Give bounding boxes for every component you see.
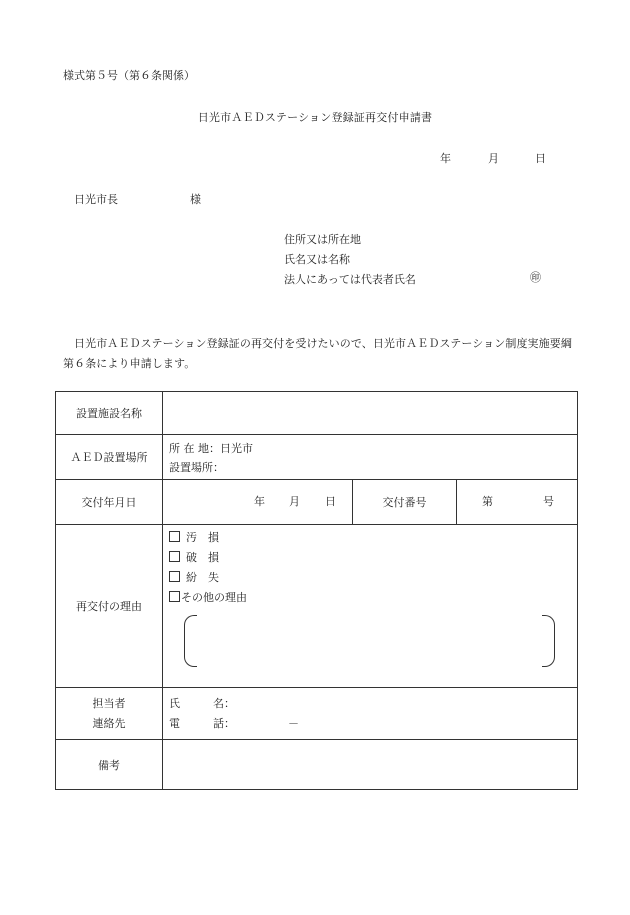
- address-line: 所 在 地：日光市: [169, 442, 253, 455]
- contact-phone-line: 電 話：: [169, 717, 235, 730]
- issue-date-field[interactable]: [163, 480, 353, 525]
- contact-field[interactable]: [163, 688, 578, 740]
- addressee: 日光市長: [74, 193, 118, 206]
- checkbox-icon[interactable]: [169, 531, 180, 542]
- applicant-representative-label: 法人にあっては代表者氏名: [284, 273, 416, 286]
- facility-name-label: 設置施設名称: [56, 392, 163, 435]
- issue-month-label: 月: [289, 495, 300, 508]
- reason-other[interactable]: その他の理由: [169, 591, 247, 603]
- right-bracket-icon: [542, 615, 555, 667]
- contact-name-line: 氏 名：: [169, 697, 235, 710]
- reason-field: [163, 525, 578, 688]
- date-year-label: 年: [440, 152, 451, 165]
- date-month-label: 月: [488, 152, 499, 165]
- number-prefix: 第: [482, 495, 493, 508]
- checkbox-icon[interactable]: [169, 591, 180, 602]
- issue-number-label: 交付番号: [353, 480, 457, 525]
- honorific: 様: [190, 193, 201, 206]
- facility-name-field[interactable]: [163, 392, 578, 435]
- issue-day-label: 日: [325, 495, 336, 508]
- phone-dash: －: [288, 717, 299, 730]
- reason-lost[interactable]: 紛 失: [169, 571, 219, 583]
- date-day-label: 日: [535, 152, 546, 165]
- application-statement: 日光市ＡＥＤステーション登録証の再交付を受けたいので、日光市ＡＥＤステーション制度実施要綱第６条により申請します。: [63, 337, 572, 370]
- seal-mark: ㊞: [530, 271, 541, 284]
- checkbox-icon[interactable]: [169, 571, 180, 582]
- application-table: [55, 391, 578, 790]
- reason-broken[interactable]: 破 損: [169, 551, 219, 563]
- aed-location-label: ＡＥＤ設置場所: [56, 435, 163, 480]
- number-suffix: 号: [543, 495, 554, 508]
- issue-date-label: 交付年月日: [56, 480, 163, 525]
- install-place-line: 設置場所：: [169, 461, 224, 474]
- applicant-address-label: 住所又は所在地: [284, 233, 361, 246]
- aed-location-field[interactable]: [163, 435, 578, 480]
- document-title: 日光市ＡＥＤステーション登録証再交付申請書: [197, 111, 433, 124]
- contact-label: 担当者 連絡先: [56, 688, 163, 740]
- reason-damaged[interactable]: 汚 損: [169, 531, 219, 543]
- remarks-field[interactable]: [163, 740, 578, 790]
- left-bracket-icon: [184, 615, 197, 667]
- remarks-label: 備考: [56, 740, 163, 790]
- reason-label: 再交付の理由: [56, 525, 163, 688]
- issue-year-label: 年: [254, 495, 265, 508]
- issue-number-field[interactable]: [457, 480, 578, 525]
- checkbox-icon[interactable]: [169, 551, 180, 562]
- form-number: 様式第５号（第６条関係）: [63, 69, 195, 82]
- applicant-name-label: 氏名又は名称: [284, 253, 350, 266]
